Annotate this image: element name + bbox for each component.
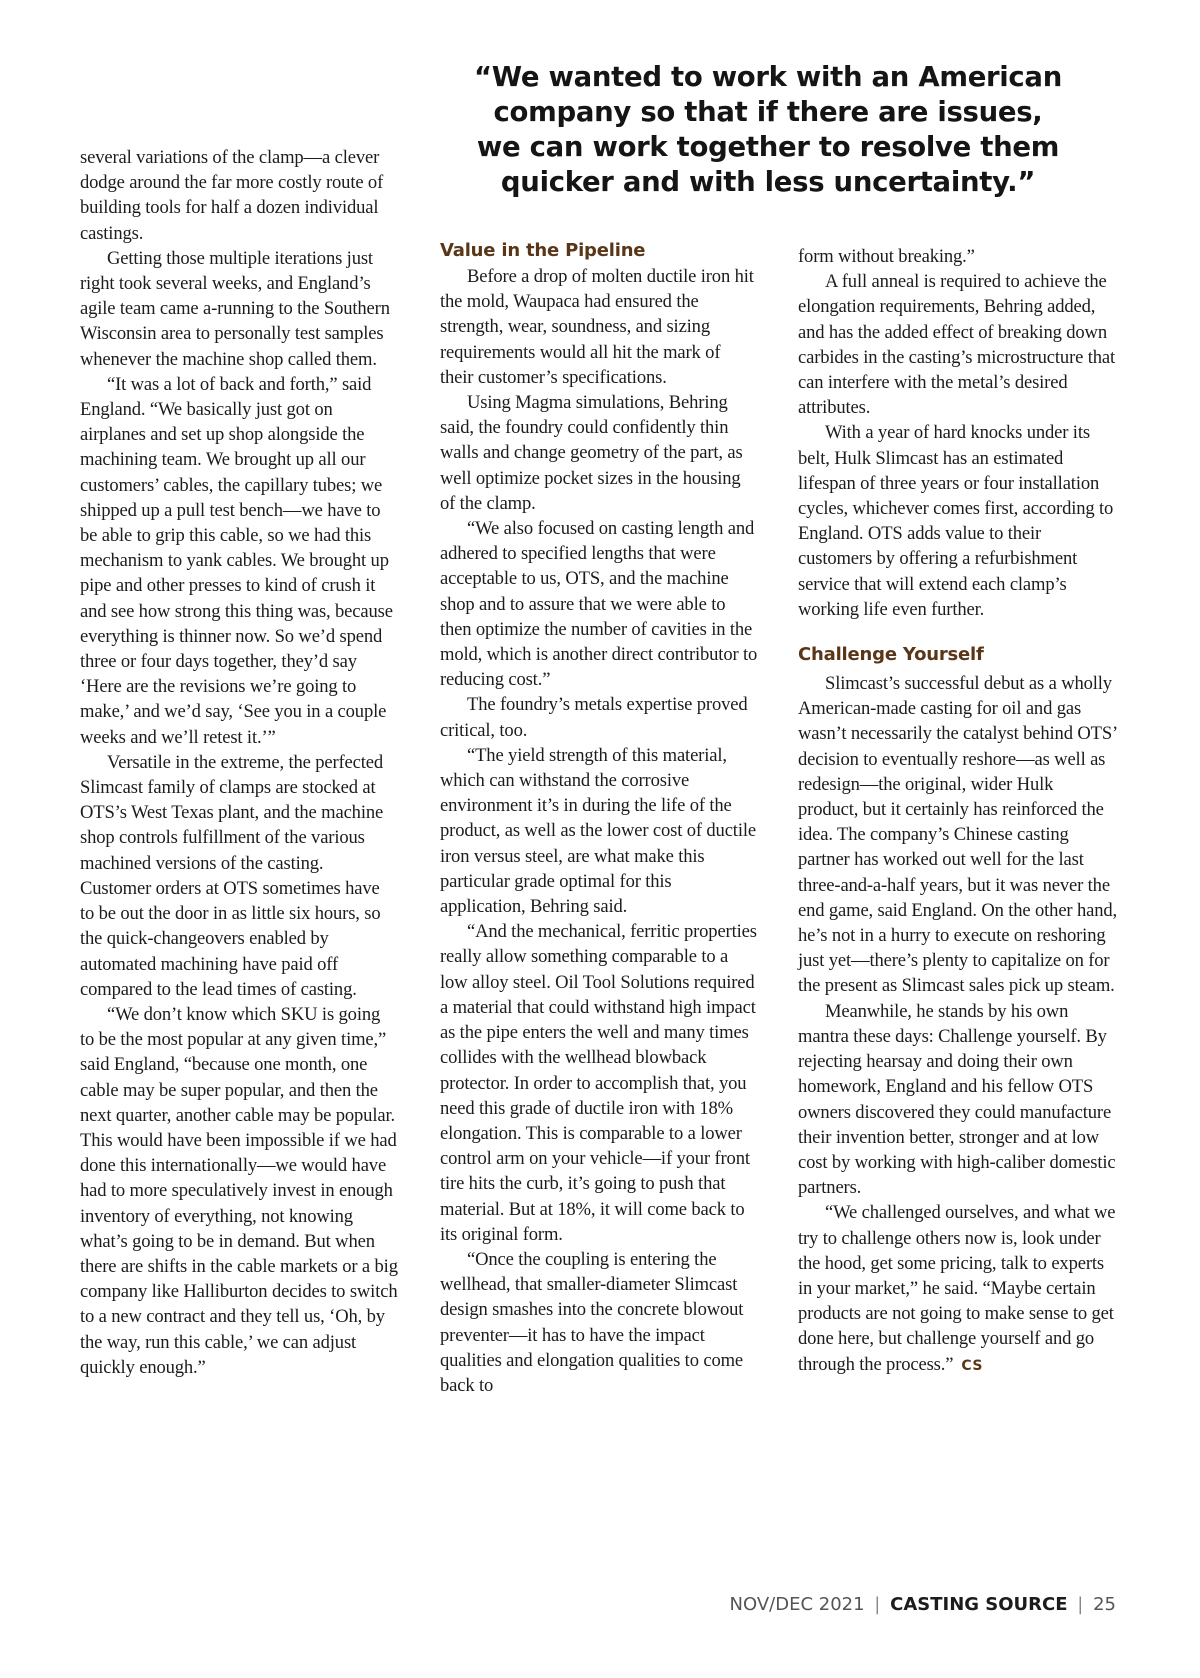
section-heading: Challenge Yourself xyxy=(798,644,984,666)
section-heading: Value in the Pipeline xyxy=(440,240,646,261)
paragraph: Getting those multiple iterations just right took several weeks, and England’s agile team came a-running to the Southern Wisconsin area to personally test samples whenever the machine shop called them. xyxy=(80,247,390,370)
issue-date: NOV/DEC 2021 xyxy=(729,1594,865,1615)
article-column-2 xyxy=(440,240,758,1398)
page-footer xyxy=(730,1594,1116,1615)
pull-quote-line: company so that if there are issues, xyxy=(493,96,1043,128)
page-number: 25 xyxy=(1093,1594,1116,1615)
paragraph: “We don’t know which SKU is going to be the most popular at any given time,” said England, “because one month, one cable may be super popular, and then the next quarter, another cable may be popular. This would have been impossible if we had done this internationally—we would have had to more speculatively invest in enough inventory of everything, not knowing what’s going to be in demand. But when there are shifts in the cable markets or a big company like Halliburton decides to switch to a new contract and they tell us, ‘Oh, by the way, run this cable,’ we can adjust quickly enough.” xyxy=(80,1003,398,1378)
paragraph: Versatile in the extreme, the perfected Slimcast family of clamps are stocked at OTS’s West Texas plant, and the machine shop controls fulfillment of the various machined versions of the casting. Customer orders at OTS sometimes have to be out the door in as little six hours, so the quick-changeovers enabled by automated machining have paid off compared to the lead times of casting. xyxy=(80,751,384,1000)
paragraph: The foundry’s metals expertise proved critical, too. xyxy=(440,694,748,741)
paragraph: “It was a lot of back and forth,” said England. “We basically just got on airplanes and set up shop alongside the machining team. We brought up all our customers’ cables, the capillary tubes; we shipped up a pull test bench—we have to be able to grip this cable, so we had this mechanism to yank cables. We brought up pipe and other presses to kind of crush it and see how strong this thing was, because everything is thinner now. So we’d spend three or four days together, they’d say ‘Here are the revisions we’re going to make,’ and we’d say, ‘See you in a couple weeks and we’ll retest it.’” xyxy=(80,373,393,748)
paragraph-text: “We challenged ourselves, and what we try to challenge others now is, look under the hood, get some pricing, talk to experts in your market,” he said. “Maybe certain products are not going to make sense to get done here, but challenge yourself and go through the process.” xyxy=(798,1202,1116,1375)
paragraph: “We also focused on casting length and adhered to specified lengths that were acceptable to us, OTS, and the machine shop and to assure that we were able to then optimize the number of cavities in the mold, which is another direct contributor to reducing cost.” xyxy=(440,518,758,691)
paragraph: “Once the coupling is entering the wellhead, that smaller-diameter Slimcast design smashes into the concrete blowout preventer—it has to have the impact qualities and elongation qualities to come back to xyxy=(440,1248,744,1396)
pull-quote-line: quicker and with less uncertainty.” xyxy=(500,166,1036,198)
footer-separator: | xyxy=(1077,1594,1084,1615)
article-column-3 xyxy=(798,244,1118,1379)
end-sign: CS xyxy=(961,1357,983,1374)
paragraph: With a year of hard knocks under its belt, Hulk Slimcast has an estimated lifespan of three years or four installation cycles, whichever comes first, according to England. OTS adds value to their customers by offering a refurbishment service that will extend each clamp’s working life even further. xyxy=(798,422,1114,620)
paragraph: several variations of the clamp—a clever dodge around the far more costly route of building tools for half a dozen individual castings. xyxy=(80,147,384,244)
paragraph: Using Magma simulations, Behring said, the foundry could confidently thin walls and change geometry of the part, as well optimize pocket sizes in the housing of the clamp. xyxy=(440,392,743,514)
pull-quote-line: “We wanted to work with an American xyxy=(474,61,1062,93)
footer-separator: | xyxy=(874,1594,881,1615)
article-column-1 xyxy=(80,145,398,1380)
paragraph: Meanwhile, he stands by his own mantra these days: Challenge yourself. By rejecting hearsay and doing their own homework, England and his fellow OTS owners discovered they could manufacture their invention better, stronger and at low cost by working with high-caliber domestic partners. xyxy=(798,1000,1116,1199)
paragraph-last xyxy=(798,1200,1118,1378)
pull-quote-line: we can work together to resolve them xyxy=(476,131,1060,163)
paragraph: A full anneal is required to achieve the elongation requirements, Behring added, and has the added effect of breaking down carbides in the casting’s microstructure that can interfere with the metal’s desired attributes. xyxy=(798,271,1115,419)
paragraph: Slimcast’s successful debut as a wholly American-made casting for oil and gas wasn’t necessarily the catalyst behind OTS’ decision to eventually reshore—as well as redesign—the original, wider Hulk product, but it certainly has reinforced the idea. The company’s Chinese casting partner has worked out well for the last three-and-a-half years, but it was never the end game, said England. On the other hand, he’s not in a hurry to execute on reshoring just yet—there’s plenty to capitalize on for the present as Slimcast sales pick up steam. xyxy=(798,673,1118,997)
magazine-name: CASTING SOURCE xyxy=(890,1594,1068,1615)
paragraph: form without breaking.” xyxy=(798,246,975,267)
pull-quote xyxy=(448,60,1088,200)
paragraph: “The yield strength of this material, which can withstand the corrosive environment it’s in during the life of the product, as well as the lower cost of ductile iron versus steel, are what make this particular grade optimal for this application, Behring said. xyxy=(440,744,756,918)
paragraph: “And the mechanical, ferritic properties really allow something comparable to a low alloy steel. Oil Tool Solutions required a material that could withstand high impact as the pipe enters the well and many times collides with the wellhead blowback protector. In order to accomplish that, you need this grade of ductile iron with 18% elongation. This is comparable to a lower control arm on your vehicle—if your front tire hits the curb, it’s going to push that material. But at 18%, it will come back to its original form. xyxy=(440,921,757,1245)
paragraph: Before a drop of molten ductile iron hit the mold, Waupaca had ensured the strength, wear, soundness, and sizing requirements would all hit the mark of their customer’s specifications. xyxy=(440,266,754,388)
